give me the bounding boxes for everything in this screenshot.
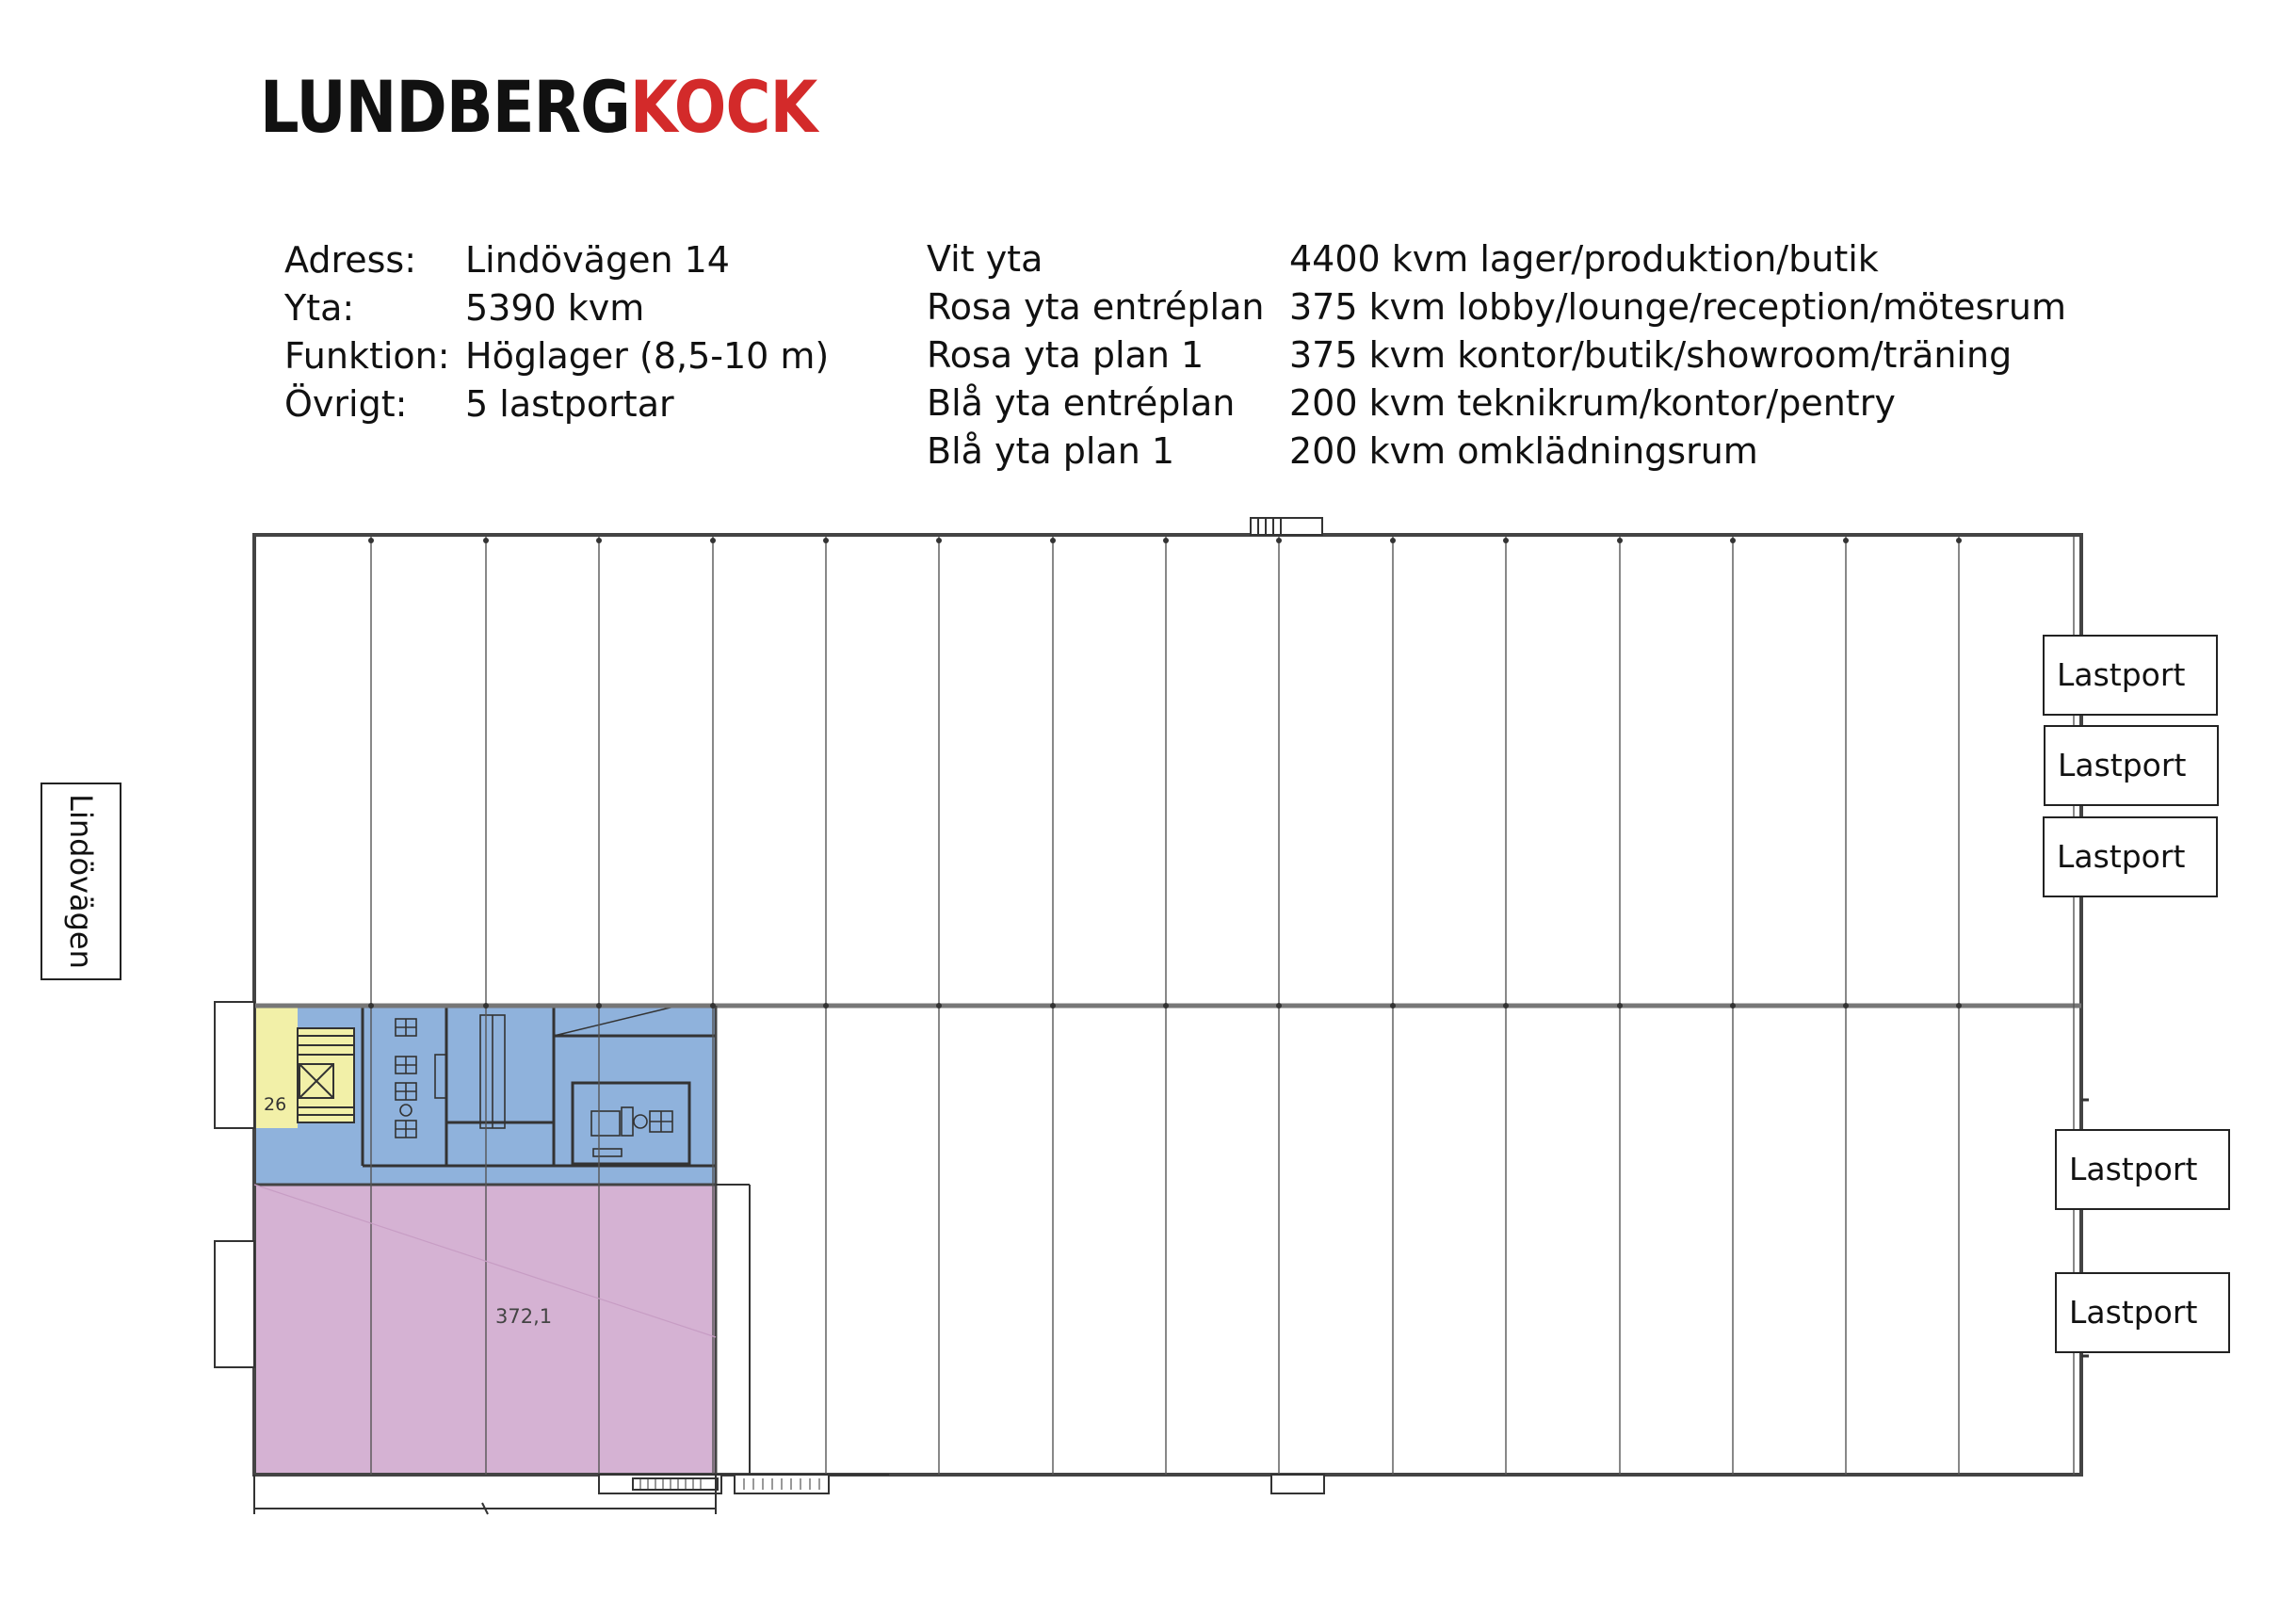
room-area-label: 372,1	[495, 1305, 553, 1328]
area-value: 200 kvm omklädningsrum	[1289, 430, 1758, 472]
entrance-annexes	[215, 1002, 254, 1367]
loading-port-1	[2043, 635, 2218, 716]
area-label: Blå yta entréplan	[927, 382, 1236, 424]
property-value: 5 lastportar	[465, 383, 674, 425]
property-value: 5390 kvm	[465, 287, 645, 329]
loading-port-label: Lastport	[2058, 747, 2187, 783]
property-label: Funktion:	[284, 335, 450, 377]
loading-port-label: Lastport	[2069, 1294, 2198, 1331]
property-label: Övrigt:	[284, 383, 408, 425]
stairwell	[298, 1028, 354, 1122]
loading-port-4	[2055, 1129, 2230, 1210]
loading-port-label: Lastport	[2057, 656, 2186, 693]
loading-port-2	[2044, 725, 2219, 806]
area-value: 4400 kvm lager/produktion/butik	[1289, 238, 1879, 280]
area-label: Rosa yta entréplan	[927, 286, 1265, 328]
property-label: Yta:	[284, 287, 355, 329]
loading-port-label: Lastport	[2069, 1151, 2198, 1187]
area-value: 375 kvm lobby/lounge/reception/mötesrum	[1289, 286, 2067, 328]
area-label: Blå yta plan 1	[927, 430, 1175, 472]
logo-part-dark: LUNDBERG	[260, 65, 630, 149]
area-value: 375 kvm kontor/butik/showroom/träning	[1289, 334, 2013, 376]
area-value: 200 kvm teknikrum/kontor/pentry	[1289, 382, 1896, 424]
loading-port-label: Lastport	[2057, 838, 2186, 875]
bottom-entrances	[599, 1475, 1324, 1493]
area-label: Vit yta	[927, 238, 1043, 280]
column-markers	[368, 538, 1962, 1009]
area-label: Rosa yta plan 1	[927, 334, 1205, 376]
stair-number: 26	[264, 1094, 287, 1115]
property-value: Lindövägen 14	[465, 239, 730, 281]
street-label: Lindövägen	[63, 794, 99, 969]
loading-port-5	[2055, 1272, 2230, 1353]
street-label-box	[40, 783, 121, 980]
property-value: Höglager (8,5-10 m)	[465, 335, 830, 377]
roof-access	[1251, 518, 1322, 535]
pink-zone	[254, 1185, 716, 1475]
loading-port-3	[2043, 816, 2218, 897]
logo-part-red: KOCK	[629, 65, 817, 149]
property-label: Adress:	[284, 239, 417, 281]
